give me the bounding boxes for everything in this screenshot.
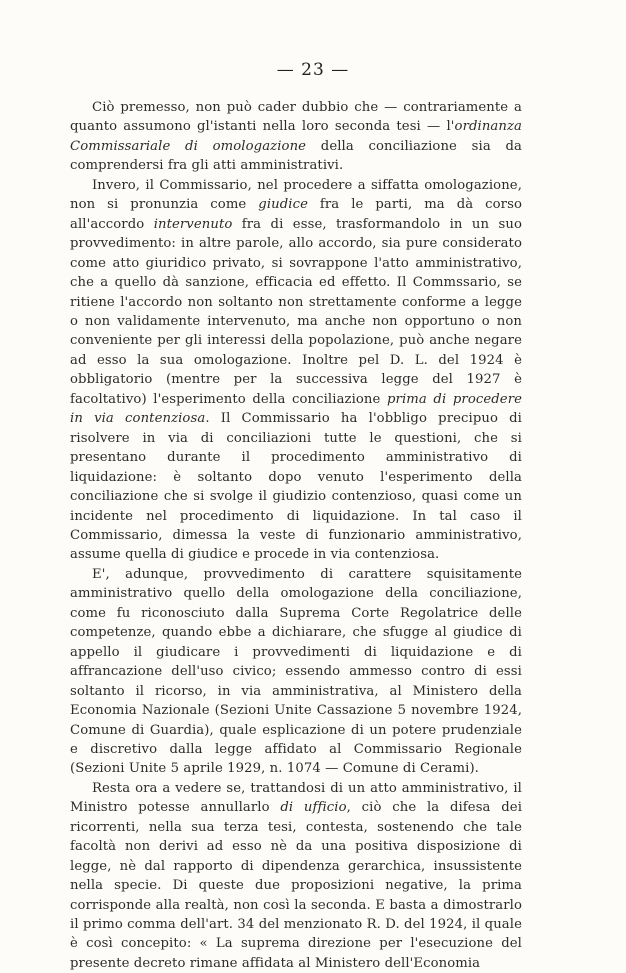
text-run: fra le parti, ma dà corso all'accordo [70,197,522,232]
italic-text: intervenuto [153,216,233,232]
text-run: E', adunque, provvedimento di carattere squisitamente amministrativo quello della omologazione della conciliazione, come fu riconosciuto dalla Suprema Corte Regolatrice delle competenze, quando ebbe a dichiarare, che sfugge al giudice di appello il giudicare i provvedimenti di liquidazione e di affrancazione dell'uso civico; essendo ammesso contro di essi soltanto il ricorso, in via amministrativa, al Ministero della Economia Nazionale (Sezioni Unite Cassazione 5 novembre 1924, Comune di Guardia), quale esplicazione di un potere prudenziale e discretivo dalla legge affidato al Commissario Regionale (Sezioni Unite 5 aprile 1929, n. 1074 — Comune di Cerami). [70,566,522,777]
body-text [70,98,522,973]
page-number: — 23 — [276,60,350,80]
text-run: fra di esse, trasformandolo in un suo provvedimento: in altre parole, allo accordo, sia pure considerato come atto giuridico privato, si sovrappone l'atto amministrativo, che a quello dà sanzione, efficacia ed effetto. Il Commssario, se ritiene l'accordo non soltanto non strettamente conforme a legge o non validamente intervenuto, ma anche non opportuno o non conveniente per gli interessi della popolazione, può anche negare ad esso la sua omologazione. Inoltre pel D. L. del 1924 è obbligatorio (mentre per la successiva legge del 1927 è facoltativo) l'esperimento della conciliazione [70,216,522,407]
text-run: della conciliazione sia da comprendersi fra gli atti amministrativi. [70,138,522,174]
text-run: , ciò che la difesa dei ricorrenti, nella sua terza tesi, contesta, sostenendo che tale facoltà non derivi ad esso nè da una positiva disposizione di legge, nè dal rapporto di dipendenza gerarchica, insussistente nella specie. Di queste due proposizioni negative, la prima corrisponde alla realtà, non così la seconda. E basta a dimostrarlo il primo comma dell'art. 34 del menzionato R. D. del 1924, il quale è così concepito: « La suprema direzione per l'esecuzione del presente decreto rimane affidata al Ministero dell'Economia [70,800,523,971]
italic-text: prima di procedere in via contenziosa [70,391,522,427]
italic-text: giudice [258,197,308,213]
paragraph-3 [70,565,522,779]
text-run: Resta ora a vedere se, trattandosi di un atto amministrativo, il Ministro potesse annullarlo [70,780,522,816]
italic-text: di ufficio [280,800,347,816]
text-run: . Il Commissario ha l'obbligo precipuo di risolvere in via di conciliazioni tutte le questioni, che si presentano durante il procedimento amministrativo di liquidazione: è soltanto dopo venuto l'esperimento della conciliazione che si svolge il giudizio contenzioso, quasi come un incidente nel procedimento di liquidazione. In tal caso il Commissario, dimessa la veste di funzionario amministrativo, assume quella di giudice e procede in via contenziosa. [70,411,523,563]
paragraph-4 [70,779,522,973]
text-run: Invero, il Commissario, nel procedere a siffatta omologazione, non si pronunzia come [70,177,522,213]
paragraph-1 [70,98,522,176]
paragraph-2 [70,176,522,565]
text-run: Ciò premesso, non può cader dubbio che — contrariamente a quanto assumono gl'istanti nella loro seconda tesi — l' [70,100,522,135]
italic-text: ordinanza Commissariale di omologazione [70,119,522,154]
